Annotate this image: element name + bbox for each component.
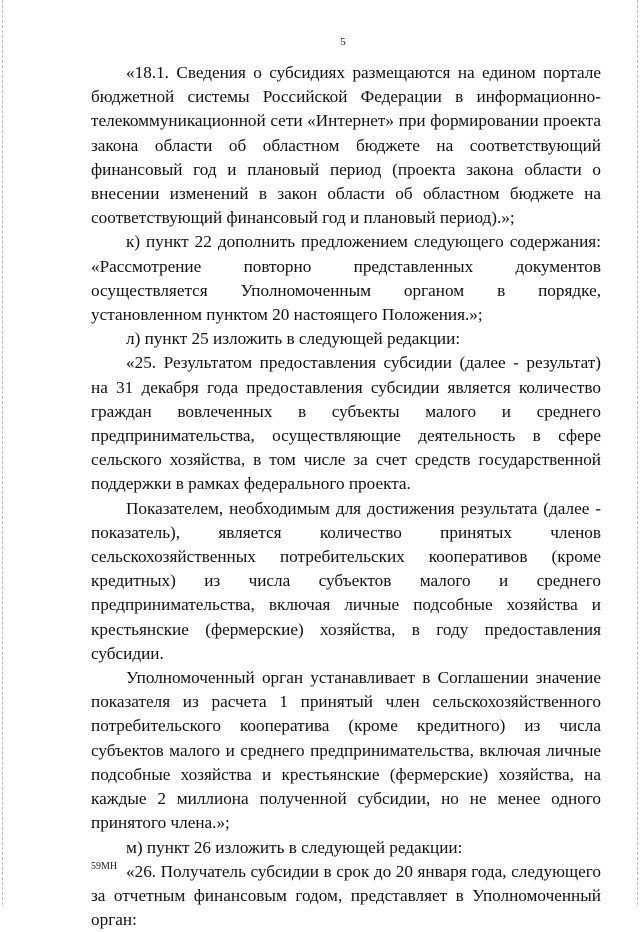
paragraph-18-1: «18.1. Сведения о субсидиях размещаются на едином портале бюджетной системы Российской Федерации в информационно-телекоммуникационной сети «Интернет» при формировании проекта закона области об областном бюджете на соответствующий финансовый год и плановый период (проекта закона области о внесении изменений в закон области об областном бюджете на соответствующий финансовый год и плановый период).»;	[91, 63, 601, 228]
paragraph-indicator: Показателем, необходимым для достижения результата (далее - показатель), является количество принятых членов сельскохозяйственных потребительских кооперативов (кроме кредитных) из числа субъектов малого и среднего предпринимательства, включая личные подсобные хозяйства и крестьянские (фермерские) хозяйства, в году предоставления субсидии.	[91, 498, 601, 663]
footer-document-code: 59МН	[91, 861, 118, 872]
paragraph-authorized-body: Уполномоченный орган устанавливает в Соглашении значение показателя из расчета 1 принятый член сельскохозяйственного потребительского кооператива (кроме кредитного) из числа субъектов малого и среднего предпринимательства, включая личные подсобные хозяйства и крестьянские (фермерские) хозяйства, на каждые 2 миллиона полученной субсидии, но не менее одного принятого члена.»;	[91, 668, 601, 833]
paragraph-k: к) пункт 22 дополнить предложением следующего содержания: «Рассмотрение повторно представленных документов осуществляется Уполномоченным органом в порядке, установленном пунктом 20 настоящего Положения.»;	[91, 232, 601, 325]
paragraph-l: л) пункт 25 изложить в следующей редакции:	[126, 329, 461, 349]
document-body	[91, 61, 601, 932]
page-number: 5	[340, 36, 346, 48]
paragraph-26: «26. Получатель субсидии в срок до 20 января года, следующего за отчетным финансовым годом, представляет в Уполномоченный орган:	[91, 861, 601, 930]
paragraph-m: м) пункт 26 изложить в следующей редакции:	[126, 837, 463, 857]
paragraph-25: «25. Результатом предоставления субсидии (далее - результат) на 31 декабря года предоставления субсидии является количество граждан вовлеченных в субъекты малого и среднего предпринимательства, осуществляющие деятельность в сфере сельского хозяйства, в том числе за счет средств государственной поддержки в рамках федерального проекта.	[91, 353, 601, 494]
document-page	[2, 0, 638, 930]
